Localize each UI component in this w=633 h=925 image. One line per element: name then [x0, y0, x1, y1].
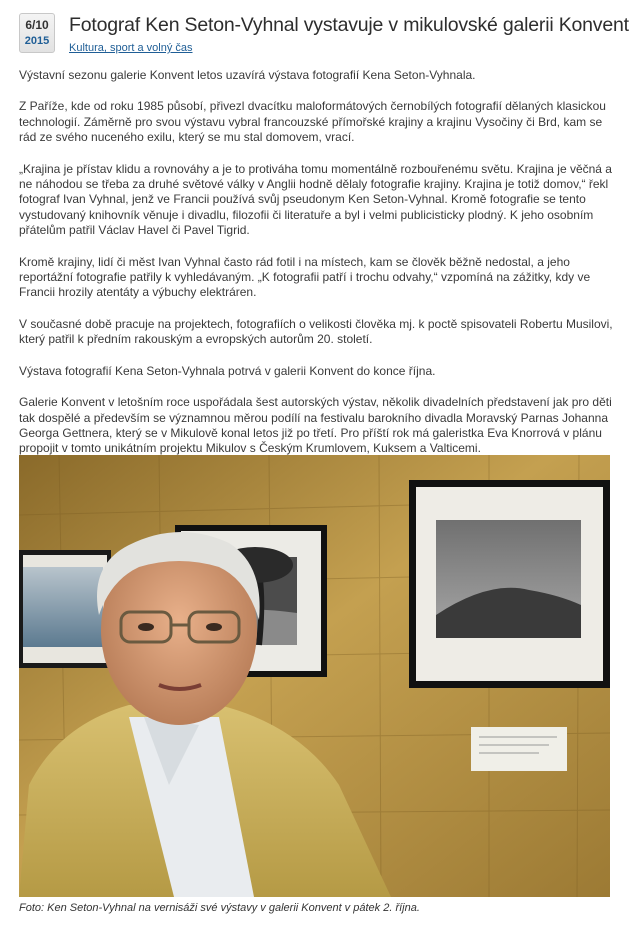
article-photo [19, 455, 610, 897]
exhibition-photo [19, 455, 610, 897]
category-link[interactable]: Kultura, sport a volný čas [69, 42, 193, 54]
date-badge [19, 13, 55, 53]
paragraph-3: „Krajina je přístav klidu a rovnováhy a je to protiváha tomu momentálně rozbouřenému světu. Krajina je věčná a ne náhodou se třeba za druhé světové války v Anglii hodně dělaly fotografie krajiny. Krajina je totiž domov,“ řekl fotograf Ivan Vyhnal, jenž ve Francii používá svůj pseudonym Ken Seton-Vyhnal. Kromě fotografie se tento vystudovaný knihovník věnuje i divadlu, filozofii či literatuře a byl i velmi publicisticky plodný. K jeho osobním přátelům patřil Václav Havel či Pavel Tigrid. [19, 161, 612, 238]
article-title: Fotograf Ken Seton-Vyhnal vystavuje v mikulovské galerii Konvent [69, 14, 629, 36]
paragraph-1: Výstavní sezonu galerie Konvent letos uzavírá výstava fotografií Kena Seton-Vyhnala. [19, 68, 476, 82]
date-day-month: 6/10 [25, 18, 49, 32]
article-body [19, 68, 619, 488]
right-frame [409, 480, 610, 688]
article-header [19, 13, 629, 59]
exhibit-label [471, 727, 567, 771]
paragraph-6: Výstava fotografií Kena Seton-Vyhnala potrvá v galerii Konvent do konce října. [19, 363, 436, 378]
photo-caption: Foto: Ken Seton-Vyhnal na vernisáži své výstavy v galerii Konvent v pátek 2. října. [19, 902, 420, 914]
left-frame [19, 550, 111, 668]
paragraph-5: V současné době pracuje na projektech, fotografiích o velikosti člověka mj. k poctě spisovateli Robertu Musilovi, který patřil k předním rakouským a evropských autorům 20. století. [19, 316, 613, 347]
date-year: 2015 [24, 35, 50, 47]
paragraph-4: Kromě krajiny, lidí či měst Ivan Vyhnal často rád fotil i na místech, kam se člověk běžně nedostal, a jeho reportážní fotografie patřily k vyhledávaným. „K fotografii patří i trochu odvahy,“ vzpomíná na zážitky, kdy ve Francii hrozily atentáty a výbuchy elektráren. [19, 254, 591, 300]
paragraph-2: Z Paříže, kde od roku 1985 působí, přivezl dvacítku maloformátových černobílých fotografií dělaných klasickou technologií. Záměrně pro svou výstavu vybral francouzské přímořské krajiny a krajinu Vysočiny či Brd, kam se rád ze svého nuceného exilu, který se mu stal domovem, vrací. [19, 99, 606, 145]
paragraph-7: Galerie Konvent v letošním roce uspořádala šest autorských výstav, několik divadelních představení jak pro děti tak dospělé a především se významnou měrou podílí na festivalu barokního divadla Moravský Parnas Johanna Georga Gettnera, který se v Mikulově konal letos již po třetí. Pro příští rok má galeristka Eva Knorrová v plánu propojit v tomto unikátním projektu Mikulov s Českým Krumlovem, Kuksem a Valticemi. [19, 395, 612, 456]
